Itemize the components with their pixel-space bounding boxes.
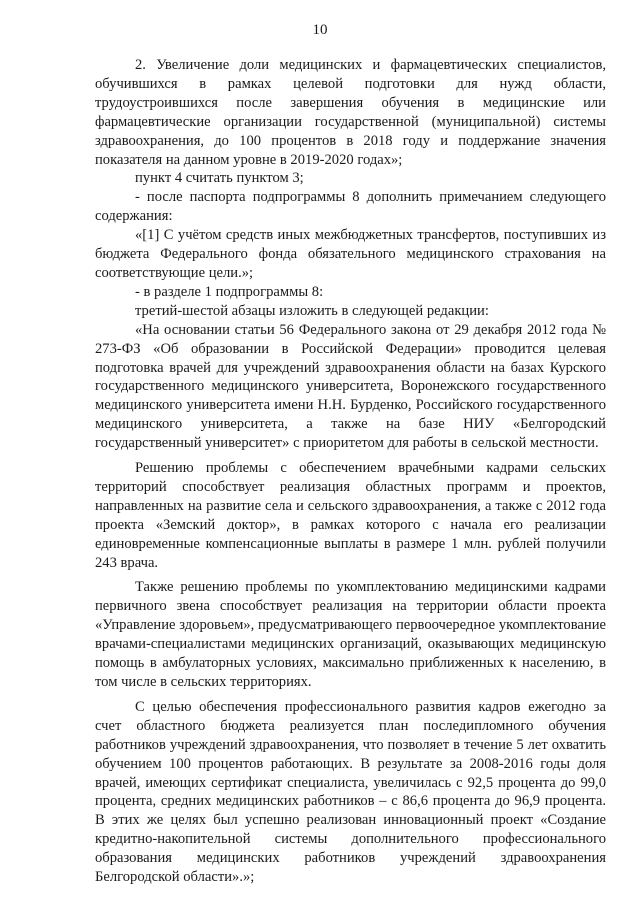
paragraph-zemsky-doctor: Решению проблемы с обеспечением врачебными кадрами сельских территорий способствует реализация областных программ и проектов, направленных на развитие села и сельского здравоохранения, а также с 2012 года проекта «Земский доктор», в рамках которого с начала его реализации единовременные компенсационные выплаты в размере 1 млн. рублей получили 243 врача. [95,460,606,571]
paragraph-section-1: - в разделе 1 подпрограммы 8: [135,283,324,300]
paragraph-new-wording: третий-шестой абзацы изложить в следующей редакции: [135,302,489,319]
paragraph-footnote-text: «[1] С учётом средств иных межбюджетных трансфертов, поступивших из бюджета Федерального фонда обязательного медицинского страхования на соответствующие цели.»; [95,227,606,281]
paragraph-professional-development: С целью обеспечения профессионального развития кадров ежегодно за счет областного бюджета реализуется план последипломного обучения работников учреждений здравоохранения, что позволяет в течение 5 лет охватить обучением 100 процентов работающих. В результате за 2008-2016 годы доля врачей, имеющих сертификат специалиста, увеличилась с 92,5 процента до 99,0 процента, средних медицинских работников – с 86,6 процента до 96,9 процента. В этих же целях был успешно реализован инновационный проект «Создание кредитно-накопительной системы дополнительного профессионального образования медицинских работников учреждений здравоохранения Белгородской области».»; [95,698,606,886]
paragraph-add-note: - после паспорта подпрограммы 8 дополнить примечанием следующего содержания: [95,189,606,225]
paragraph-targeted-training: «На основании статьи 56 Федерального закона от 29 декабря 2012 года № 273-ФЗ «Об образовании в Российской Федерации» проводится целевая подготовка врачей для учреждений здравоохранения области на базах Курского государственного медицинского университета, Воронежского государственного медицинского университета имени Н.Н. Бурденко, Российского государственного медицинского университета, а также на базе НИУ «Белгородский государственный университет» с приоритетом для работы в сельской местности. [95,321,606,452]
document-body [95,56,606,887]
paragraph-item-2-goal: 2. Увеличение доли медицинских и фармацевтических специалистов, обучившихся в рамках целевой подготовки для нужд области, трудоустроившихся после завершения обучения в медицинские или фармацевтические организации государственной (муниципальной) системы здравоохранения, до 100 процентов в 2018 году и поддержание значения показателя на данном уровне в 2019-2020 годах»; [95,57,606,168]
paragraph-health-management: Также решению проблемы по укомплектованию медицинскими кадрами первичного звена способствует реализация на территории области проекта «Управление здоровьем», предусматривающего первоочередное укомплектование врачами-специалистами медицинских организаций, оказывающих медицинскую помощь в амбулаторных условиях, максимально приближенных к населению, в том числе в сельских территориях. [95,579,606,690]
page-number: 10 [312,22,328,38]
paragraph-renumber-point: пункт 4 считать пунктом 3; [135,170,304,187]
